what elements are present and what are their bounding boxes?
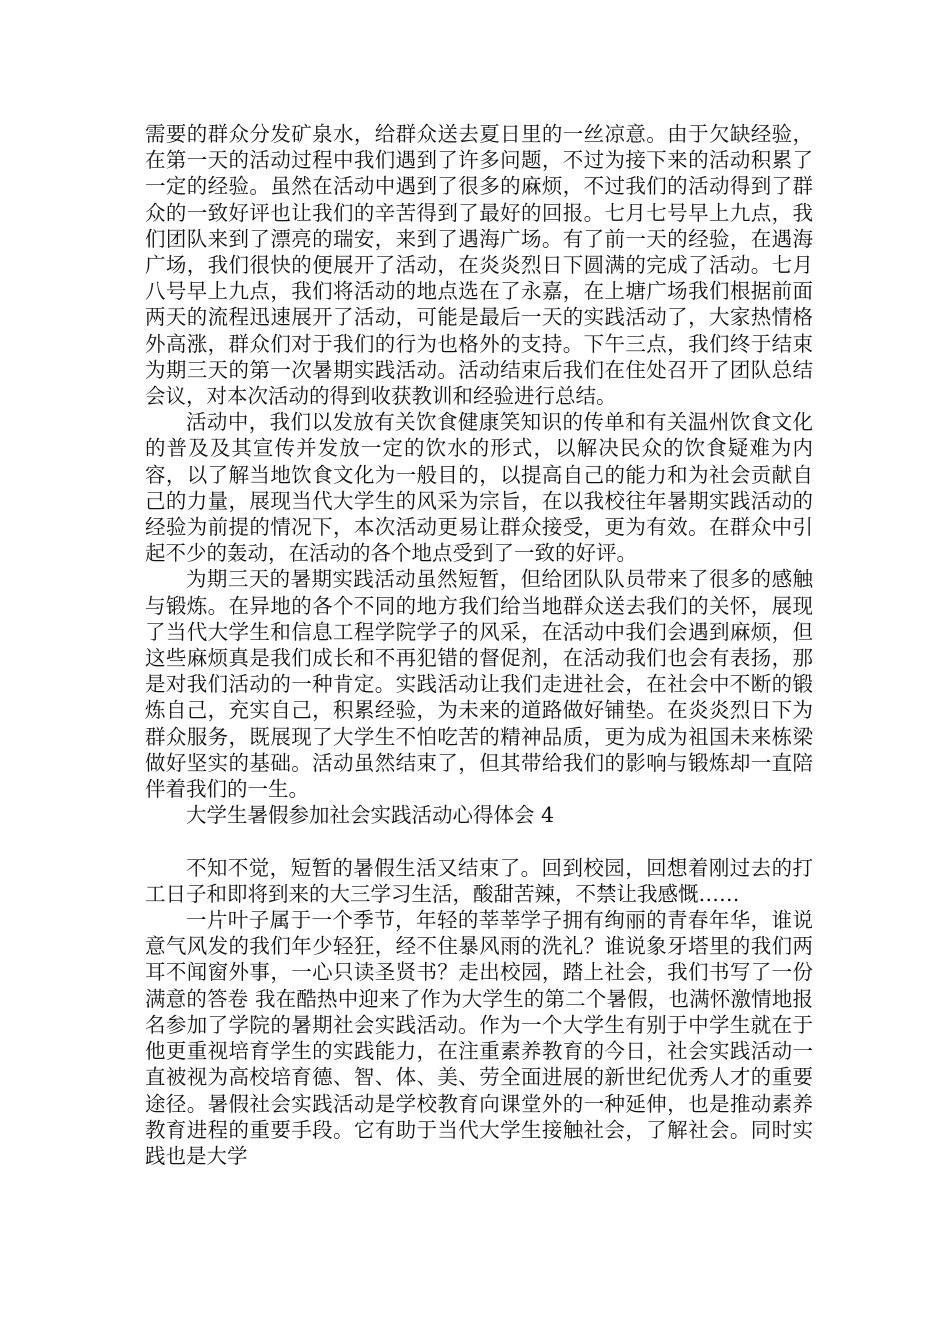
paragraph-3: 为期三天的暑期实践活动虽然短暂，但给团队队员带来了很多的感触与锻炼。在异地的各个不同的地方我们给当地群众送去我们的关怀，展现了当代大学生和信息工程学院学子的风采，在活动中我们会遇到麻烦，但这些麻烦真是我们成长和不再犯错的督促剂，在活动我们也会有表扬，那是对我们活动的一种肯定。实践活动让我们走进社会，在社会中不断的锻炼自己，充实自己，积累经验，为未来的道路做好铺垫。在炎炎烈日下为群众服务，既展现了大学生不怕吃苦的精神品质，更为成为祖国未来栋梁做好坚实的基础。活动虽然结束了，但其带给我们的影响与锻炼却一直陪伴着我们的一生。 <box>145 567 813 802</box>
section-heading: 大学生暑假参加社会实践活动心得体会 4 <box>186 803 555 828</box>
paragraph-5: 一片叶子属于一个季节，年轻的莘莘学子拥有绚丽的青春年华，谁说意气风发的我们年少轻狂，经不住暴风雨的洗礼？谁说象牙塔里的我们两耳不闻窗外事，一心只读圣贤书？走出校园，踏上社会，我们书写了一份满意的答卷 我在酷热中迎来了作为大学生的第二个暑假，也满怀激情地报名参加了学院的暑期社会实践活动。作为一个大学生有别于中学生就在于他更重视培育学生的实践能力，在注重素养教育的今日，社会实践活动一直被视为高校培育德、智、体、美、劳全面进展的新世纪优秀人才的重要途径。暑假社会实践活动是学校教育向课堂外的一种延伸，也是推动素养教育进程的重要手段。它有助于当代大学生接触社会，了解社会。同时实践也是大学 <box>145 908 813 1168</box>
paragraph-4: 不知不觉，短暂的暑假生活又结束了。回到校园，回想着刚过去的打工日子和即将到来的大三学习生活，酸甜苦辣，不禁让我感慨…… <box>145 855 813 906</box>
document-page <box>145 121 813 1169</box>
blank-line <box>145 828 813 854</box>
paragraph-1: 需要的群众分发矿泉水，给群众送去夏日里的一丝凉意。由于欠缺经验，在第一天的活动过程中我们遇到了许多问题，不过为接下来的活动积累了一定的经验。虽然在活动中遇到了很多的麻烦，不过我们的活动得到了群众的一致好评也让我们的辛苦得到了最好的回报。七月七号早上九点，我们团队来到了漂亮的瑞安，来到了遇海广场。有了前一天的经验，在遇海广场，我们很快的便展开了活动，在炎炎烈日下圆满的完成了活动。七月八号早上九点，我们将活动的地点选在了永嘉，在上塘广场我们根据前面两天的流程迅速展开了活动，可能是最后一天的实践活动了，大家热情格外高涨，群众们对于我们的行为也格外的支持。下午三点，我们终于结束为期三天的第一次暑期实践活动。活动结束后我们在住处召开了团队总结会议，对本次活动的得到收获教训和经验进行总结。 <box>145 122 813 409</box>
paragraph-2: 活动中，我们以发放有关饮食健康笑知识的传单和有关温州饮食文化的普及及其宣传并发放一定的饮水的形式，以解决民众的饮食疑难为内容，以了解当地饮食文化为一般目的，以提高自己的能力和为社会贡献自己的力量，展现当代大学生的风采为宗旨，在以我校往年暑期实践活动的经验为前提的情况下，本次活动更易让群众接受，更为有效。在群众中引起不少的轰动，在活动的各个地点受到了一致的好评。 <box>145 410 813 566</box>
